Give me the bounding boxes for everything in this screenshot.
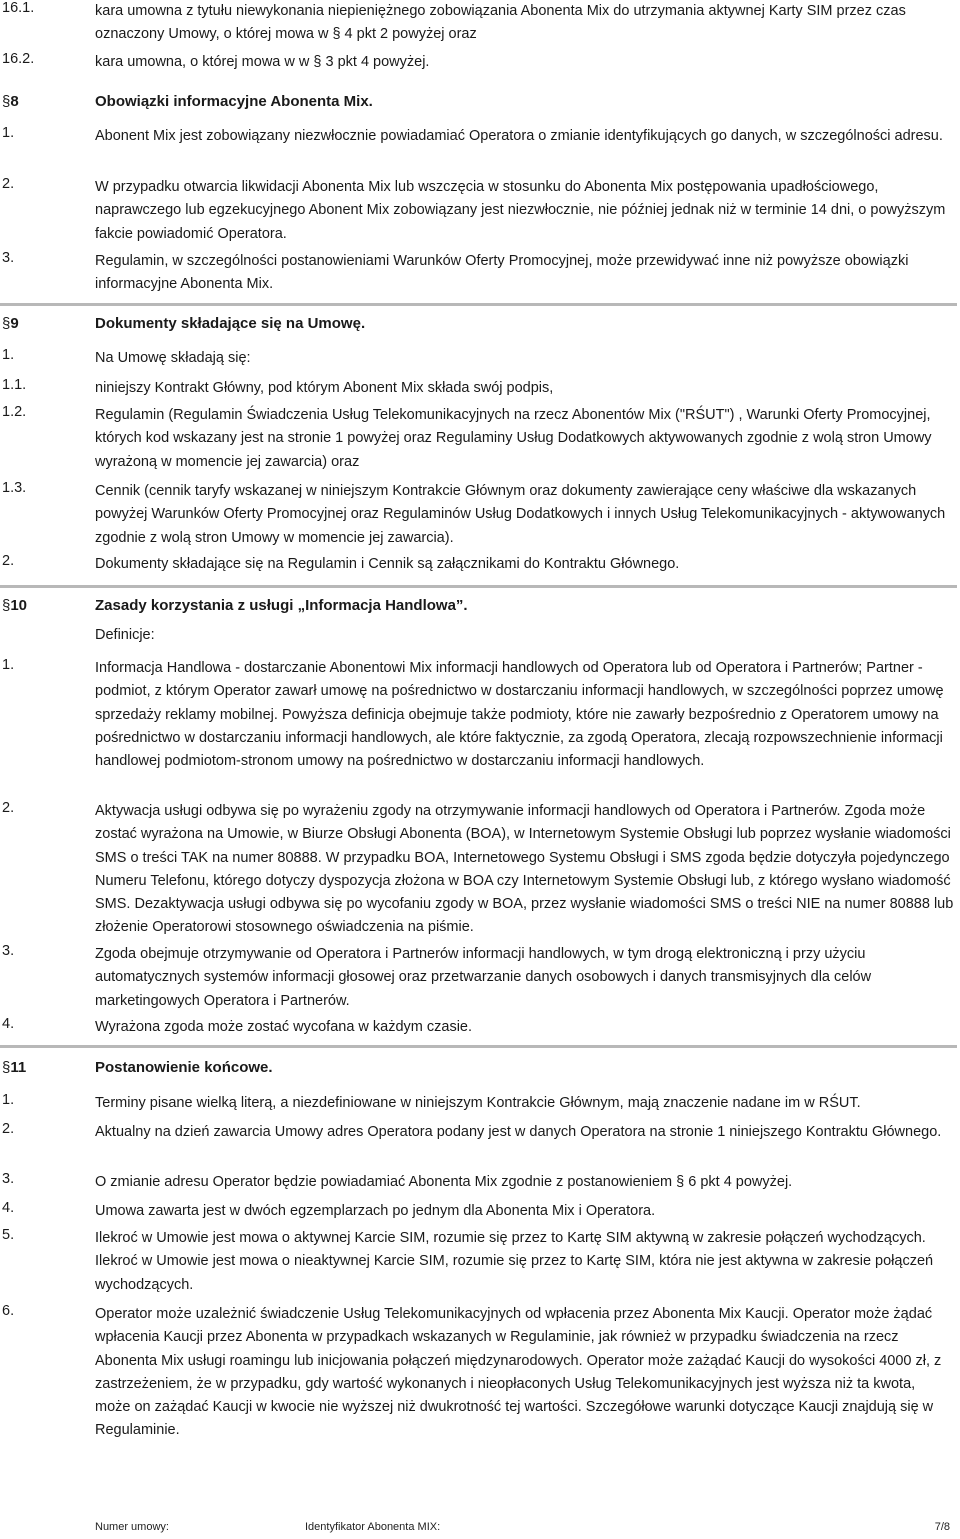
clause-number: 1. — [2, 347, 15, 363]
clause-number: 1.1. — [2, 377, 27, 393]
clause-number: 1. — [2, 657, 15, 673]
clause-number: 16.1. — [2, 0, 35, 16]
section-8-heading — [0, 93, 960, 117]
clause-text: niniejszy Kontrakt Główny, pod którym Abonent Mix składa swój podpis, — [95, 380, 554, 396]
clause-number: 3. — [2, 943, 15, 959]
clause-text: Operator może uzależnić świadczenie Usług Telekomunikacyjnych od wpłacenia przez Abonenta Mix Kaucji. Operator może żądać wpłacenia Kaucji przez Abonenta w przypadkach wskazanych w Regulaminie, jak również w przypadku świadczenia na rzecz Abonenta Mix usługi roamingu lub inicjowania połączeń międzynarodowych. Operator może zażądać Kaucji do wysokości 4000 zł, z zastrzeżeniem, że w przypadku, gdy wartość wykonanych i nieopłaconych Usług Telekomunikacyjnych jest wyższa niż ta kwota, może on zażądać Kaucji w kwocie nie wyższej niż dwukrotność tej wartości. Szczegółowe warunki dotyczące Kaucji znajdują się w Regulaminie. — [95, 1306, 942, 1439]
clause-number: 3. — [2, 1171, 15, 1187]
clause-text: kara umowna, o której mowa w w § 3 pkt 4 powyżej. — [95, 54, 430, 70]
clause-number: 6. — [2, 1303, 15, 1319]
section-divider — [0, 585, 957, 588]
section-divider — [0, 1045, 957, 1048]
section-number: §11 — [2, 1059, 27, 1076]
section-11-heading — [0, 1059, 960, 1083]
clause-text: Ilekroć w Umowie jest mowa o aktywnej Karcie SIM, rozumie się przez to Kartę SIM aktywną w zakresie połączeń wychodzących. Ilekroć w Umowie jest mowa o nieaktywnej Karcie SIM, rozumie się przez to Kartę SIM, która nie jest aktywna w zakresie połączeń wychodzących. — [95, 1230, 934, 1293]
clause-text: Abonent Mix jest zobowiązany niezwłocznie powiadamiać Operatora o zmianie identyfikujących go danych, w szczególności adresu. — [95, 128, 943, 144]
clause-number: 1.2. — [2, 404, 27, 420]
clause-number: 2. — [2, 176, 15, 192]
clause-text: Zgoda obejmuje otrzymywanie od Operatora i Partnerów informacji handlowych, w tym drogą elektroniczną i przy użyciu automatycznych systemów informacji głosowej oraz przetwarzanie danych osobowych i danych transmisyjnych dla celów marketingowych Operatora i Partnerów. — [95, 946, 872, 1009]
clause-text: Cennik (cennik taryfy wskazanej w niniejszym Kontrakcie Głównym oraz dokumenty zawierające ceny właściwe dla wskazanych powyżej Warunków Oferty Promocyjnej oraz Regulaminów Usług Dodatkowych i innych Usług Telekomunikacyjnych - aktywowanych zgodnie z wolą stron Umowy w momencie jej zawarcia). — [95, 483, 946, 546]
clause-text: Informacja Handlowa - dostarczanie Abonentowi Mix informacji handlowych od Operatora lub od Operatora i Partnerów; Partner - podmiot, z którym Operator zawarł umowę na pośrednictwo w dostarczaniu informacji handlowych, w szczególności poprzez umowę sprzedaży reklamy mobilnej. Powyższa definicja obejmuje także podmioty, które nie zawarły bezpośrednio z Operatorem umowy na pośrednictwo w dostarczaniu informacji handlowych, ale które faktycznie, za zgodą Operatora, zlecają rozpowszechnienie informacji handlowej podmiotom-stronom umowy na pośrednictwo w dostarczaniu informacji handlowych. — [95, 660, 944, 770]
section-title: Postanowienie końcowe. — [95, 1059, 273, 1076]
section-10-heading — [0, 597, 960, 621]
clause-text: Regulamin (Regulamin Świadczenia Usług Telekomunikacyjnych na rzecz Abonentów Mix ("RŚUT") , Warunki Oferty Promocyjnej, których kod wskazany jest na stronie 1 powyżej oraz Regulaminy Usług Dodatkowych aktywowanych zgodnie z wolą stron Umowy wyrażoną w momencie jej zawarcia) oraz — [95, 407, 932, 470]
section-number: §9 — [2, 315, 19, 332]
section-title: Obowiązki informacyjne Abonenta Mix. — [95, 93, 373, 110]
clause-number: 5. — [2, 1227, 15, 1243]
clause-text: Terminy pisane wielką literą, a niezdefiniowane w niniejszym Kontrakcie Głównym, mają znaczenie nadane im w RŚUT. — [95, 1095, 861, 1111]
clause-text: Regulamin, w szczególności postanowieniami Warunków Oferty Promocyjnej, może przewidywać inne niż powyższe obowiązki informacyjne Abonenta Mix. — [95, 253, 909, 293]
clause-number: 1.3. — [2, 480, 27, 496]
clause-number: 1. — [2, 1092, 15, 1108]
subscriber-id-label: Identyfikator Abonenta MIX: — [305, 1521, 441, 1533]
clause-number: 3. — [2, 250, 15, 266]
section-number: §10 — [2, 597, 28, 614]
clause-number: 1. — [2, 125, 15, 141]
clause-number: 2. — [2, 553, 15, 569]
clause-text: kara umowna z tytułu niewykonania niepieniężnego zobowiązania Abonenta Mix do utrzymania aktywnej Karty SIM przez czas oznaczony Umowy, o której mowa w § 4 pkt 2 powyżej oraz — [95, 3, 906, 43]
clause-text: Aktualny na dzień zawarcia Umowy adres Operatora podany jest w danych Operatora na stronie 1 niniejszego Kontraktu Głównego. — [95, 1124, 942, 1140]
clause-text: Aktywacja usługi odbywa się po wyrażeniu zgody na otrzymywanie informacji handlowych od Operatora i Partnerów. Zgoda może zostać wyrażona na Umowie, w Biurze Obsługi Abonenta (BOA), w Internetowym Systemie Obsługi lub poprzez wysłanie wiadomości SMS o treści TAK na numer 80888. W przypadku BOA, Internetowego Systemu Obsługi i SMS zgoda będzie dotyczyła pojedynczego Numeru Telefonu, którego dotyczy dyspozycja złożona w BOA czy Internetowym Systemie Obsługi lub, z którego wysłano wiadomość SMS. Dezaktywacja usługi odbywa się po wycofaniu zgody w BOA, przez wysłanie wiadomości SMS o treści NIE na numer 80888 lub złożenie Operatorowi stosownego oświadczenia na piśmie. — [95, 803, 954, 936]
clause-number: 16.2. — [2, 51, 35, 67]
clause-text: W przypadku otwarcia likwidacji Abonenta Mix lub wszczęcia w stosunku do Abonenta Mix postępowania upadłościowego, naprawczego lub egzekucyjnego Abonent Mix zobowiązany jest niezwłocznie, nie później jednak niż w terminie 14 dni, o powyższym fakcie powiadomić Operatora. — [95, 179, 946, 242]
section-9-heading — [0, 315, 960, 339]
clause-number: 2. — [2, 1121, 15, 1137]
clause-text: Dokumenty składające się na Regulamin i Cennik są załącznikami do Kontraktu Głównego. — [95, 556, 680, 572]
clause-number: 2. — [2, 800, 15, 816]
clause-text: Umowa zawarta jest w dwóch egzemplarzach po jednym dla Abonenta Mix i Operatora. — [95, 1203, 656, 1219]
clause-text: O zmianie adresu Operator będzie powiadamiać Abonenta Mix zgodnie z postanowieniem § 6 pkt 4 powyżej. — [95, 1174, 793, 1190]
clause-text: Na Umowę składają się: — [95, 350, 251, 366]
section-title: Zasady korzystania z usługi „Informacja Handlowa”. — [95, 597, 468, 614]
contract-number-label: Numer umowy: — [95, 1521, 169, 1533]
clause-text: Wyrażona zgoda może zostać wycofana w każdym czasie. — [95, 1019, 473, 1035]
clause-number: 4. — [2, 1016, 15, 1032]
section-number: §8 — [2, 93, 19, 110]
section-divider — [0, 303, 957, 306]
page-number: 7/8 — [934, 1521, 950, 1533]
section-title: Dokumenty składające się na Umowę. — [95, 315, 366, 332]
clause-number: 4. — [2, 1200, 15, 1216]
